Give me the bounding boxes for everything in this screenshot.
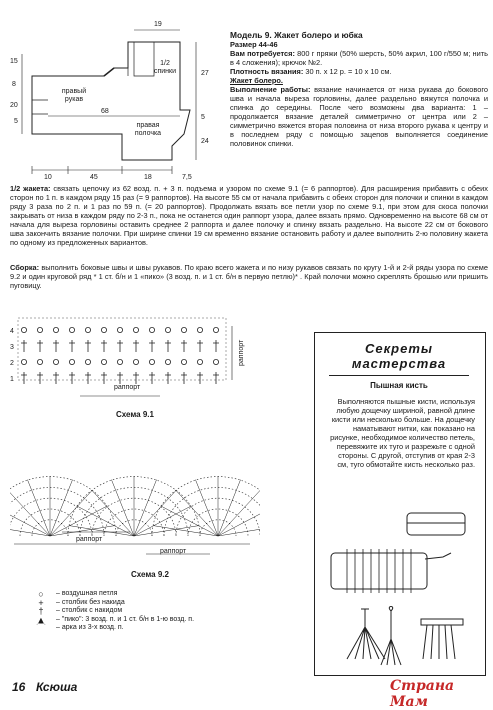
scheme-9-1-title: Схема 9.1 bbox=[116, 410, 154, 419]
chain-stitch bbox=[69, 359, 74, 364]
work-label: Выполнение работы: bbox=[230, 85, 311, 94]
double-crochet bbox=[117, 340, 123, 352]
double-crochet bbox=[117, 372, 123, 384]
double-crochet bbox=[197, 372, 203, 384]
chain-stitch bbox=[21, 327, 26, 332]
secrets-title: Секреты мастерства bbox=[351, 341, 447, 371]
secrets-subtitle: Пышная кисть bbox=[370, 381, 428, 390]
chain-stitch bbox=[165, 359, 170, 364]
dim-5a: 5 bbox=[14, 118, 18, 125]
double-crochet bbox=[21, 340, 27, 352]
density bbox=[230, 67, 488, 76]
chain-stitch bbox=[181, 327, 186, 332]
secrets-title-underline bbox=[329, 375, 469, 376]
chain-stitch bbox=[53, 327, 58, 332]
double-crochet bbox=[53, 372, 59, 384]
dim-68: 68 bbox=[101, 108, 109, 115]
half-jacket-section bbox=[10, 184, 488, 247]
double-crochet bbox=[181, 340, 187, 352]
fan-ray bbox=[218, 506, 260, 536]
double-crochet bbox=[213, 372, 219, 384]
secrets-box bbox=[314, 332, 486, 676]
chain-stitch bbox=[133, 359, 138, 364]
chain-stitch bbox=[69, 327, 74, 332]
double-crochet bbox=[69, 372, 75, 384]
work-section bbox=[230, 85, 488, 148]
fan-ray bbox=[92, 490, 134, 536]
legend bbox=[30, 590, 270, 633]
repeat-label-v: раппорт bbox=[238, 339, 245, 366]
fan-ray bbox=[134, 480, 157, 536]
fan-ray bbox=[218, 526, 260, 536]
pattern-outline bbox=[4, 18, 228, 184]
watermark: Страна Мам bbox=[390, 678, 455, 710]
scheme-9-1 bbox=[10, 314, 260, 424]
double-crochet bbox=[197, 340, 203, 352]
double-crochet bbox=[133, 372, 139, 384]
double-crochet bbox=[101, 372, 107, 384]
legend-item bbox=[30, 590, 270, 599]
dim-24: 24 bbox=[201, 138, 209, 145]
secrets-text: Выполняются пышные кисти, используя любую дощечку шириной, равной длине кисти или несколько больше. На дощечку наматывают нитки, как показано на рисунке, необходимое количество петель, перевяжите их туго и разрежьте с одной стороны. С другой, отступив от края 2-3 см, туго обмотайте кисть несколько раз. bbox=[330, 397, 475, 469]
repeat-label-b: раппорт bbox=[160, 548, 187, 555]
density-text: 30 п. х 12 р. = 10 х 10 см. bbox=[305, 67, 392, 76]
dim-18: 18 bbox=[144, 174, 152, 181]
dim-45: 45 bbox=[90, 174, 98, 181]
chain-stitch-icon: ○ bbox=[38, 589, 44, 599]
legend-text: – столбик без накида bbox=[56, 598, 125, 606]
dim-19: 19 bbox=[154, 21, 162, 28]
chain-stitch bbox=[133, 327, 138, 332]
double-crochet bbox=[37, 372, 43, 384]
scheme-9-2 bbox=[10, 428, 260, 578]
chain-stitch bbox=[149, 359, 154, 364]
repeat-label-a: раппорт bbox=[76, 536, 103, 543]
double-crochet bbox=[85, 372, 91, 384]
double-crochet bbox=[181, 372, 187, 384]
chain-stitch bbox=[37, 327, 42, 332]
chain-stitch bbox=[21, 359, 26, 364]
double-crochet bbox=[213, 340, 219, 352]
dim-5b: 5 bbox=[201, 114, 205, 121]
fan-ray bbox=[10, 526, 50, 536]
fan-arc bbox=[10, 477, 116, 536]
fan-ray bbox=[218, 490, 260, 536]
fan-ray bbox=[195, 480, 218, 536]
row-number-3: 3 bbox=[10, 344, 14, 351]
chain-stitch bbox=[213, 327, 218, 332]
legend-text: – "пико": 3 возд. п. и 1 ст. б/н в 1-ю возд. п. bbox=[56, 615, 195, 623]
materials-label: Вам потребуется: bbox=[230, 49, 295, 58]
row-number-4: 4 bbox=[10, 328, 14, 335]
chain-stitch bbox=[213, 359, 218, 364]
chain-stitch bbox=[117, 327, 122, 332]
dim-8: 8 bbox=[12, 81, 16, 88]
scheme-9-2-drawing bbox=[10, 428, 260, 560]
double-crochet bbox=[133, 340, 139, 352]
double-crochet bbox=[37, 340, 43, 352]
chain-stitch bbox=[165, 327, 170, 332]
legend-text: – столбик с накидом bbox=[56, 607, 123, 615]
label-half-back: 1/2 спинки bbox=[153, 60, 177, 75]
double-crochet bbox=[85, 340, 91, 352]
fan-ray bbox=[218, 480, 241, 536]
legend-text: – воздушная петля bbox=[56, 590, 118, 597]
fan-ray bbox=[176, 490, 218, 536]
fan-ray bbox=[50, 490, 92, 536]
page-number: 16 bbox=[12, 680, 26, 694]
assembly-text: выполнить боковые швы и швы рукавов. По краю всего жакета и по низу рукавов связать по кругу 1-й и 2-й ряды узора по схеме 9.2 и один круговой ряд * 1 ст. б/н и 1 «пико» (3 возд. п. и 1 ст. б/н в первую петлю)* . Край полочки можно скреплять брошью или пришить пуговицу. bbox=[10, 263, 488, 290]
chain-stitch bbox=[101, 327, 106, 332]
fan-ray bbox=[10, 490, 50, 536]
scheme-9-2-title: Схема 9.2 bbox=[131, 570, 169, 579]
legend-item bbox=[30, 616, 270, 625]
materials-text: 800 г пряжи (50% шерсть, 50% акрил, 100 г/550 м; нить в 4 сложения); крючок №2. bbox=[230, 49, 488, 67]
density-label: Плотность вязания: bbox=[230, 67, 304, 76]
tassel-illustration bbox=[325, 509, 475, 669]
model-title: Модель 9. Жакет болеро и юбка bbox=[230, 30, 363, 40]
model-size: Размер 44-46 bbox=[230, 40, 278, 49]
fan-ray bbox=[27, 480, 50, 536]
picot-icon: ▲ bbox=[36, 614, 46, 625]
dim-7-5: 7,5 bbox=[182, 174, 192, 181]
chain-stitch bbox=[149, 327, 154, 332]
fan-ray bbox=[134, 490, 176, 536]
row-number-2: 2 bbox=[10, 360, 14, 367]
chain-stitch bbox=[85, 359, 90, 364]
double-crochet bbox=[149, 340, 155, 352]
fan-ray bbox=[111, 480, 134, 536]
dim-15: 15 bbox=[10, 58, 18, 65]
fan-ray bbox=[50, 480, 73, 536]
arch-icon: ⌒ bbox=[36, 623, 46, 634]
chain-stitch bbox=[197, 327, 202, 332]
assembly-label: Сборка: bbox=[10, 263, 40, 272]
chain-stitch bbox=[197, 359, 202, 364]
half-text: связать цепочку из 62 возд. п. + 3 п. подъема и узором по схеме 9.1 (= 6 раппортов). Для расширения прибавить с обеих сторон по 1 п. в каждом ряду 15 раз (= 9 раппортов). На высоте 55 см от начала прибавить с обеих сторон для полочки и спинки в каждом ряду 3 раза по 2 п. и 1 раз по 59 п. (= 20 раппортов). Продолжать вязать все петли узор по схеме 9.1, при этом для скоса полочки закрывать от низа в каждом ряду по 2-3 п., пока не останется один раппорт узора, далее вязать прямо. Одновременно на высоте 68 см от начала для выреза горловины оставить среднее 2 раппорта и далее полочку и спинку вязать раздельно. На высоте 22 см от бокового шва закончить вязание полочки. При ширине спинки 19 см временно вязание остановить работу и далее выполнить 2-ю половину жакета по одному из предложенных вариантов. bbox=[10, 184, 488, 247]
label-right-front: правая полочка bbox=[134, 122, 162, 137]
chain-stitch bbox=[181, 359, 186, 364]
model-description bbox=[230, 30, 488, 148]
dim-20: 20 bbox=[10, 102, 18, 109]
double-crochet bbox=[101, 340, 107, 352]
double-crochet bbox=[149, 372, 155, 384]
work-text: вязание начинается от низа рукава до бокового шва и начала выреза горловины, далее раздельно вяжутся полочка и спинка до середины. После чего возможны два варианта: 1 – продолжается вязание деталей симметрично от центра или 2 – симметрично вяжется вторая половина от низа второго рукава к центру и в последнем ряду с помощью зацепов выполняется соединение половинок спинки. bbox=[230, 85, 489, 148]
row-number-1: 1 bbox=[10, 376, 14, 383]
dim-10: 10 bbox=[44, 174, 52, 181]
single-crochet-icon: + bbox=[38, 597, 44, 608]
chain-stitch bbox=[117, 359, 122, 364]
materials bbox=[230, 49, 488, 67]
bolero-heading: Жакет болеро. bbox=[230, 76, 283, 85]
repeat-label-h: раппорт bbox=[114, 384, 141, 391]
double-crochet bbox=[69, 340, 75, 352]
legend-item bbox=[30, 624, 270, 633]
scheme-9-1-drawing bbox=[10, 314, 260, 410]
chain-stitch bbox=[53, 359, 58, 364]
legend-text: – арка из 3-х возд. п. bbox=[56, 624, 124, 632]
legend-item bbox=[30, 607, 270, 616]
dim-27: 27 bbox=[201, 70, 209, 77]
label-right-sleeve: правый рукав bbox=[61, 88, 87, 103]
half-label: 1/2 жакета: bbox=[10, 184, 51, 193]
double-crochet-icon: † bbox=[38, 606, 44, 617]
legend-item bbox=[30, 599, 270, 608]
pattern-diagram bbox=[4, 18, 228, 184]
scheme-grid bbox=[18, 318, 226, 380]
chain-stitch bbox=[85, 327, 90, 332]
double-crochet bbox=[21, 372, 27, 384]
assembly-section bbox=[10, 263, 488, 290]
magazine-name: Ксюша bbox=[36, 680, 78, 694]
double-crochet bbox=[165, 372, 171, 384]
footer bbox=[10, 678, 484, 710]
double-crochet bbox=[53, 340, 59, 352]
chain-stitch bbox=[37, 359, 42, 364]
chain-stitch bbox=[101, 359, 106, 364]
double-crochet bbox=[165, 340, 171, 352]
